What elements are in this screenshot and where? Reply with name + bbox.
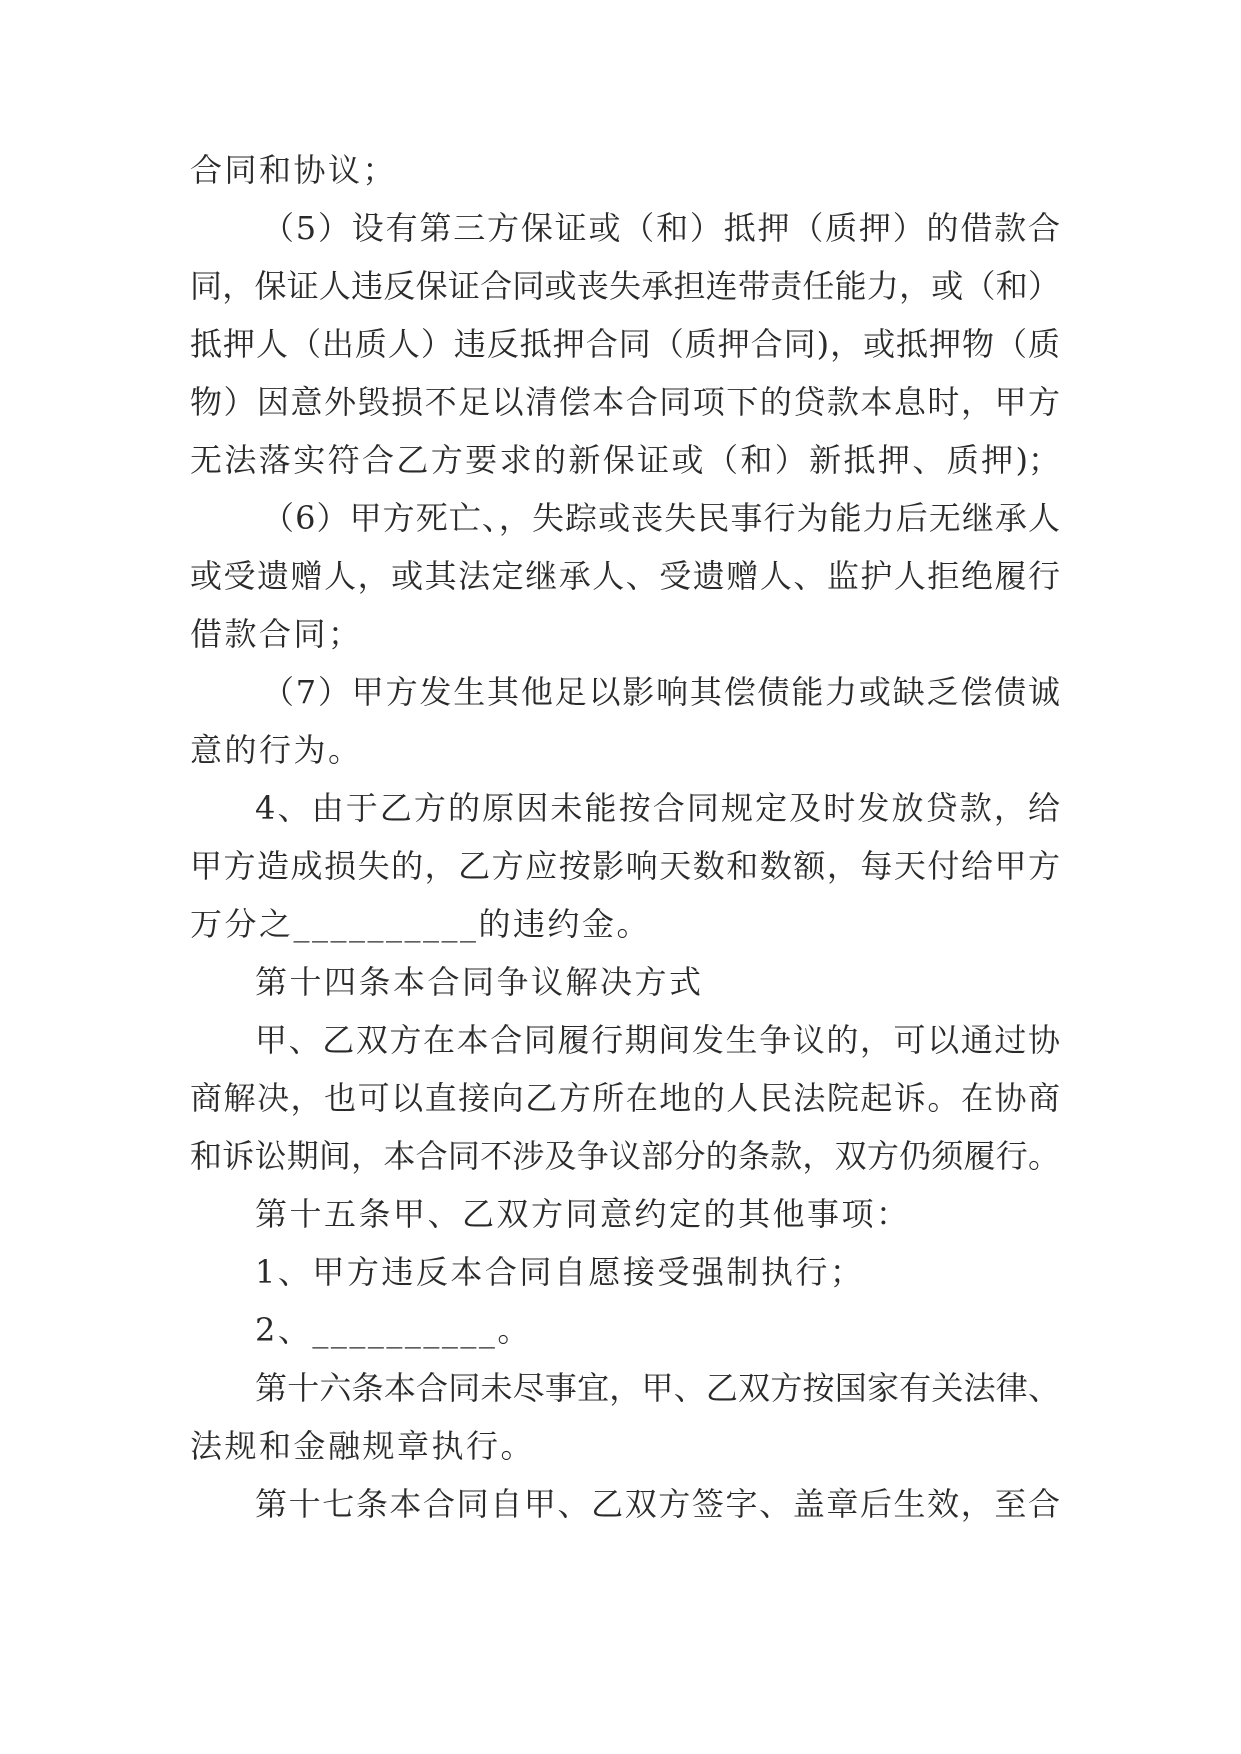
section-heading: 第十五条甲、乙双方同意约定的其他事项：: [255, 1195, 911, 1233]
section-heading: 第十六条本合同未尽事宜，甲、乙双方按国家有关法律、: [255, 1369, 1060, 1407]
text-line: 和诉讼期间，本合同不涉及争议部分的条款，双方仍须履行。: [190, 1137, 1060, 1175]
text-line: （5）设有第三方保证或（和）抵押（质押）的借款合: [262, 209, 1060, 247]
text-line: 1、甲方违反本合同自愿接受强制执行；: [255, 1253, 865, 1291]
text-line: 抵押人（出质人）违反抵押合同（质押合同)，或抵押物（质: [190, 325, 1060, 363]
text-line: 万分之__________的违约金。: [190, 905, 652, 943]
text-line: （7）甲方发生其他足以影响其偿债能力或缺乏偿债诚: [262, 673, 1060, 711]
text-line: 商解决，也可以直接向乙方所在地的人民法院起诉。在协商: [190, 1079, 1060, 1117]
text-line: 4、由于乙方的原因未能按合同规定及时发放贷款，给: [255, 789, 1060, 827]
text-line: （6）甲方死亡、，失踪或丧失民事行为能力后无继承人: [262, 499, 1060, 537]
text-line: 无法落实符合乙方要求的新保证或（和）新抵押、质押)；: [190, 441, 1060, 479]
text-line: 同，保证人违反保证合同或丧失承担连带责任能力，或（和）: [190, 267, 1060, 305]
section-heading: 第十七条本合同自甲、乙双方签字、盖章后生效，至合: [255, 1485, 1060, 1523]
text-line: 法规和金融规章执行。: [190, 1427, 536, 1465]
section-heading: 第十四条本合同争议解决方式: [255, 963, 704, 1001]
text-line: 合同和协议；: [190, 151, 398, 189]
text-line: 或受遗赠人，或其法定继承人、受遗赠人、监护人拒绝履行: [190, 557, 1060, 595]
text-line: 物）因意外毁损不足以清偿本合同项下的贷款本息时，甲方: [190, 383, 1060, 421]
text-line: 意的行为。: [190, 731, 363, 769]
text-line: 甲方造成损失的，乙方应按影响天数和数额，每天付给甲方: [190, 847, 1060, 885]
text-line: 借款合同；: [190, 615, 363, 653]
text-line: 2、__________。: [255, 1311, 532, 1349]
text-line: 甲、乙双方在本合同履行期间发生争议的，可以通过协: [255, 1021, 1060, 1059]
